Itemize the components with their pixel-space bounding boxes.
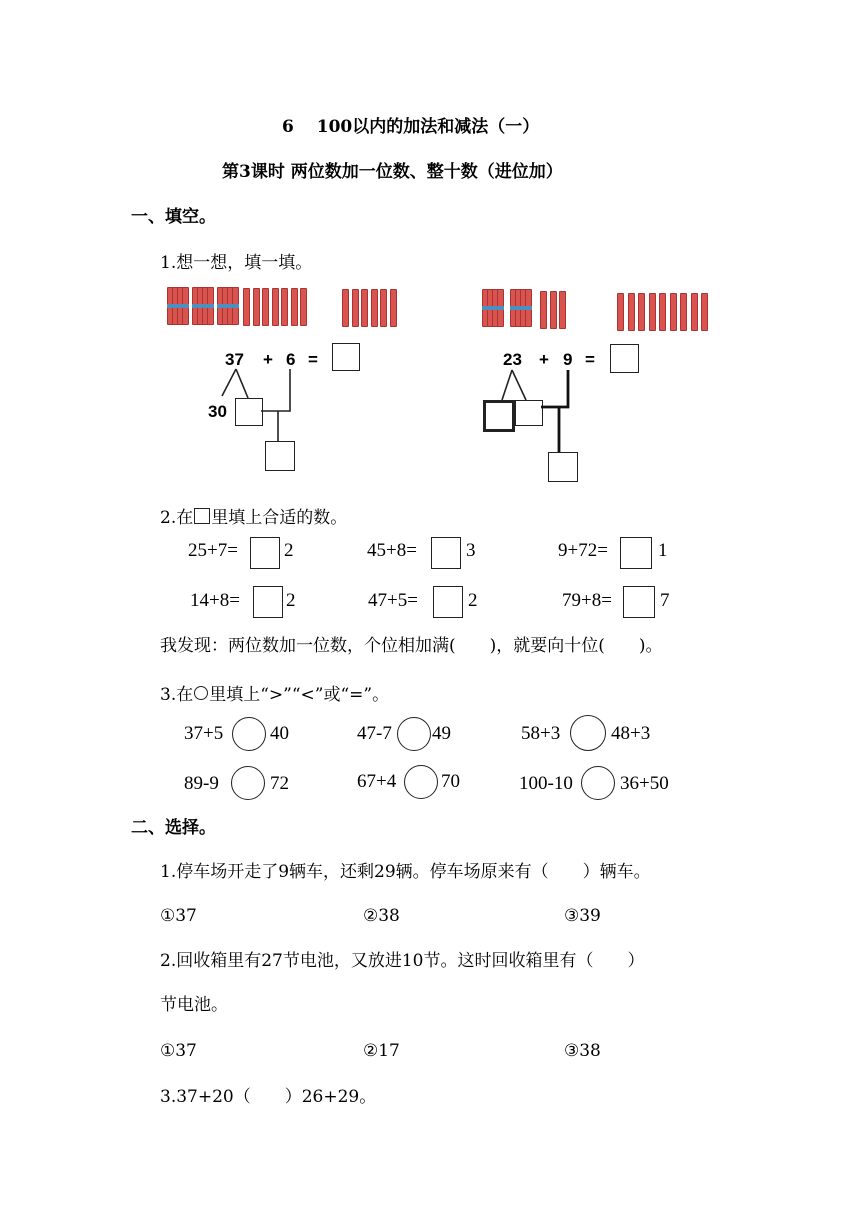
unit-title: 6 100以内的加法和减法（一） (282, 117, 540, 137)
expression: 9+72= (558, 540, 608, 561)
plus-sign: + (539, 350, 549, 369)
compare-right: 70 (441, 771, 460, 792)
addend-a: 37 (225, 350, 244, 369)
answer-box[interactable] (620, 537, 652, 569)
answer-box[interactable] (433, 586, 463, 618)
circle-icon (194, 686, 208, 700)
expression: 47+5= (368, 590, 418, 611)
compare-left: 58+3 (521, 723, 561, 744)
compare-right: 72 (270, 773, 289, 794)
discovery-sentence: 我发现：两位数加一位数，个位相加满( )，就要向十位( )。 (160, 636, 663, 656)
digit-suffix: 2 (468, 590, 478, 611)
digit-suffix: 2 (286, 590, 296, 611)
section-heading-choice: 二、选择。 (131, 818, 216, 838)
answer-box[interactable] (253, 586, 283, 618)
digit-suffix: 2 (284, 540, 294, 561)
choice-option[interactable]: ③38 (564, 1041, 601, 1061)
addend-b: 9 (563, 350, 573, 369)
choice-question: 3.37+20（ ）26+29。 (160, 1087, 377, 1107)
answer-box[interactable] (250, 537, 280, 569)
digit-suffix: 3 (466, 540, 476, 561)
square-icon (194, 508, 210, 524)
plus-sign: + (263, 350, 273, 369)
addend-b: 6 (286, 350, 296, 369)
expression: 25+7= (188, 540, 238, 561)
expression: 79+8= (562, 590, 612, 611)
question-prompt: 2.在 里填上合适的数。 (160, 508, 348, 528)
choice-question-cont: 节电池。 (160, 995, 228, 1015)
answer-box[interactable] (623, 586, 655, 618)
split-part-given: 30 (208, 402, 227, 421)
compare-left: 47-7 (357, 723, 392, 744)
addend-a: 23 (503, 350, 522, 369)
question-prompt: 1.想一想，填一填。 (160, 253, 313, 273)
equals-sign: = (308, 350, 318, 369)
choice-question: 2.回收箱里有27节电池，又放进10节。这时回收箱里有（ ） (160, 951, 645, 971)
equals-sign: = (585, 350, 595, 369)
lesson-title: 第3课时 两位数加一位数、整十数（进位加） (222, 162, 563, 182)
choice-question: 1.停车场开走了9辆车，还剩29辆。停车场原来有（ ）辆车。 (160, 862, 651, 882)
compare-left: 67+4 (357, 771, 397, 792)
compare-right: 40 (270, 723, 289, 744)
choice-option[interactable]: ③39 (564, 906, 601, 926)
compare-circle[interactable] (231, 766, 265, 800)
choice-option[interactable]: ②38 (363, 906, 400, 926)
compare-circle[interactable] (232, 717, 266, 751)
question-prompt: 3.在 里填上“>”“<”或“=”。 (160, 685, 390, 705)
compare-right: 49 (432, 723, 451, 744)
compare-left: 37+5 (184, 723, 224, 744)
compare-left: 100-10 (519, 773, 573, 794)
compare-circle[interactable] (404, 765, 438, 799)
compare-circle[interactable] (570, 715, 606, 751)
expression: 45+8= (367, 540, 417, 561)
compare-circle[interactable] (397, 717, 431, 751)
choice-option[interactable]: ①37 (160, 906, 197, 926)
compare-right: 36+50 (620, 773, 669, 794)
choice-option[interactable]: ①37 (160, 1041, 197, 1061)
compare-left: 89-9 (184, 773, 219, 794)
section-heading-fill: 一、填空。 (131, 207, 216, 227)
compare-circle[interactable] (581, 766, 615, 800)
digit-suffix: 1 (658, 540, 668, 561)
digit-suffix: 7 (660, 590, 670, 611)
compare-right: 48+3 (611, 723, 651, 744)
answer-box[interactable] (431, 537, 461, 569)
expression: 14+8= (190, 590, 240, 611)
choice-option[interactable]: ②17 (363, 1041, 400, 1061)
